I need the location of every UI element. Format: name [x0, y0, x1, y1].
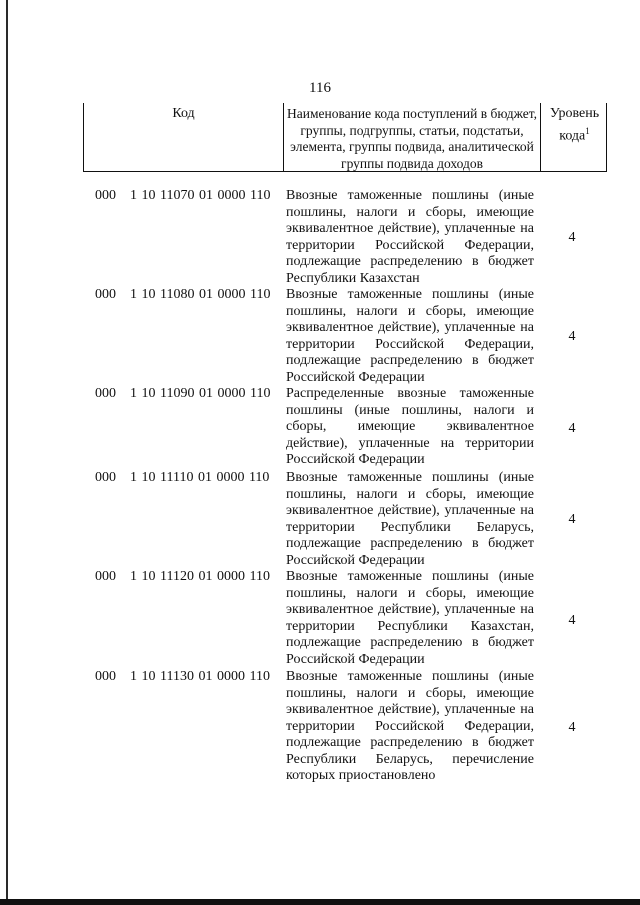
row-name: Распределенные ввозные таможенные пошлины (иные пошлины, налоги и сборы, имеющие эквивалентное действие), уплаченные на территории Российской Федерации — [286, 386, 534, 467]
row-prefix: 000 — [95, 669, 116, 684]
row-prefix: 000 — [95, 287, 116, 302]
row-code: 1 10 11070 01 0000 110 — [130, 188, 271, 203]
row-name: Ввозные таможенные пошлины (иные пошлины, налоги и сборы, имеющие эквивалентное действие), уплаченные на территории Российской Федерации, подлежащие распределению в бюджет Республики Беларусь, перечисление которых приостановлено — [286, 669, 534, 783]
row-code: 1 10 11110 01 0000 110 — [130, 470, 270, 485]
row-name: Ввозные таможенные пошлины (иные пошлины, налоги и сборы, имеющие эквивалентное действие), уплаченные на территории Республики Казахстан, подлежащие распределению в бюджет Российской Федерации — [286, 569, 534, 667]
scan-bottom-edge — [0, 899, 640, 905]
row-name: Ввозные таможенные пошлины (иные пошлины, налоги и сборы, имеющие эквивалентное действие), уплаченные на территории Российской Федерации, подлежащие распределению в бюджет Республики Казахстан — [286, 188, 534, 286]
row-prefix: 000 — [95, 470, 116, 485]
row-level: 4 — [568, 720, 576, 735]
header-name: Наименование кода поступлений в бюджет, группы, подгруппы, статьи, подстатьи, элемента, группы подвида, аналитической группы подвида доходов — [284, 103, 541, 171]
header-level — [541, 103, 608, 171]
page-number: 116 — [309, 80, 331, 96]
row-name: Ввозные таможенные пошлины (иные пошлины, налоги и сборы, имеющие эквивалентное действие), уплаченные на территории Республики Беларусь, подлежащие распределению в бюджет Российской Федерации — [286, 470, 534, 568]
header-code: Код — [84, 103, 284, 171]
row-level: 4 — [568, 329, 576, 344]
header-level-footnote: 1 — [585, 125, 590, 136]
row-level: 4 — [568, 230, 576, 245]
table-header — [83, 103, 607, 172]
row-code: 1 10 11120 01 0000 110 — [130, 569, 270, 584]
row-name: Ввозные таможенные пошлины (иные пошлины, налоги и сборы, имеющие эквивалентное действие), уплаченные на территории Российской Федерации, подлежащие распределению в бюджет Российской Федерации — [286, 287, 534, 385]
row-prefix: 000 — [95, 386, 116, 401]
row-prefix: 000 — [95, 188, 116, 203]
scan-left-edge — [6, 0, 8, 905]
header-level-label: Уровень кода — [549, 106, 600, 144]
row-code: 1 10 11130 01 0000 110 — [130, 669, 270, 684]
row-level: 4 — [568, 613, 576, 628]
row-prefix: 000 — [95, 569, 116, 584]
row-code: 1 10 11080 01 0000 110 — [130, 287, 271, 302]
row-code: 1 10 11090 01 0000 110 — [130, 386, 271, 401]
row-level: 4 — [568, 421, 576, 436]
row-level: 4 — [568, 512, 576, 527]
